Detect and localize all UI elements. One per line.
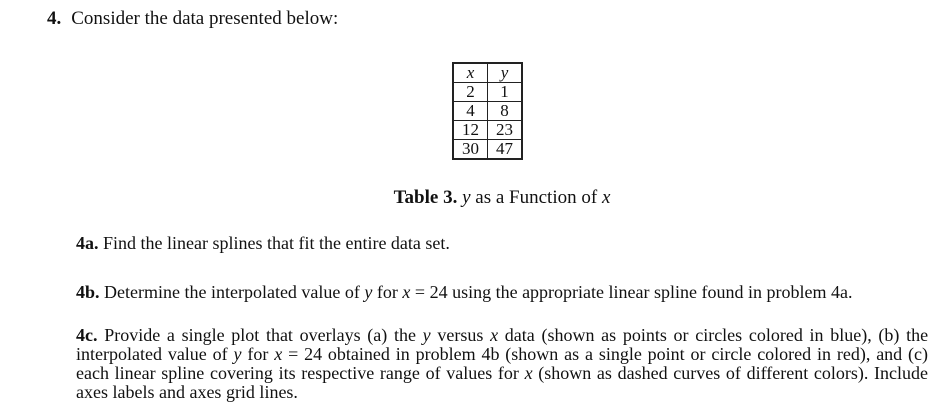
- part-4c-var: x: [274, 344, 283, 364]
- part-4c-text: versus: [437, 325, 484, 345]
- part-4c-var: y: [422, 325, 431, 345]
- table-header-y: y: [488, 63, 523, 83]
- question-text: Consider the data presented below:: [71, 8, 339, 29]
- part-4c-var: x: [524, 363, 533, 383]
- table-row: [453, 102, 522, 121]
- part-4c-text: data (shown as points or circles colored in blue), (b) the interpolated value of: [76, 325, 929, 364]
- part-4c: [76, 326, 928, 402]
- table-cell: 30: [453, 140, 488, 160]
- part-4c-var: x: [490, 325, 499, 345]
- table-cell: 23: [488, 121, 523, 140]
- table-cell: 2: [453, 83, 488, 102]
- table-cell: 4: [453, 102, 488, 121]
- part-4b-text: for: [376, 282, 398, 302]
- question-heading: [47, 8, 338, 30]
- question-number: 4.: [47, 8, 62, 29]
- part-4b: [76, 283, 852, 302]
- table-header-row: [453, 63, 522, 83]
- part-4a: [76, 234, 450, 253]
- part-4a-text: Find the linear splines that fit the entire data set.: [103, 233, 450, 253]
- part-4b-text: Determine the interpolated value of: [104, 282, 360, 302]
- table-cell: 12: [453, 121, 488, 140]
- table-caption: [0, 187, 934, 209]
- part-4c-label: 4c.: [76, 325, 98, 345]
- data-table: [452, 62, 523, 160]
- table-cell: 8: [488, 102, 523, 121]
- part-4b-var: x: [402, 282, 411, 302]
- caption-var-y: y: [462, 187, 471, 208]
- caption-text: as a Function of: [475, 187, 598, 208]
- caption-label: Table 3.: [393, 187, 458, 208]
- part-4b-label: 4b.: [76, 282, 100, 302]
- table-cell: 1: [488, 83, 523, 102]
- part-4c-text: = 24 obtained in problem 4b (shown as a single point or circle colored in red), and (c) each linear spline covering its respective range of values for: [76, 344, 929, 383]
- table-row: [453, 140, 522, 160]
- table-row: [453, 83, 522, 102]
- part-4c-var: y: [233, 344, 242, 364]
- part-4c-text: Provide a single plot that overlays (a) the: [104, 325, 416, 345]
- table-row: [453, 121, 522, 140]
- part-4a-label: 4a.: [76, 233, 99, 253]
- part-4c-text: (shown as dashed curves of different colors). Include axes labels and axes grid lines.: [76, 363, 929, 402]
- table-header-x: x: [453, 63, 488, 83]
- table-cell: 47: [488, 140, 523, 160]
- caption-var-x: x: [601, 187, 611, 208]
- part-4c-text: for: [247, 344, 269, 364]
- part-4b-var: y: [364, 282, 373, 302]
- part-4b-text: = 24 using the appropriate linear spline found in problem 4a.: [414, 282, 853, 302]
